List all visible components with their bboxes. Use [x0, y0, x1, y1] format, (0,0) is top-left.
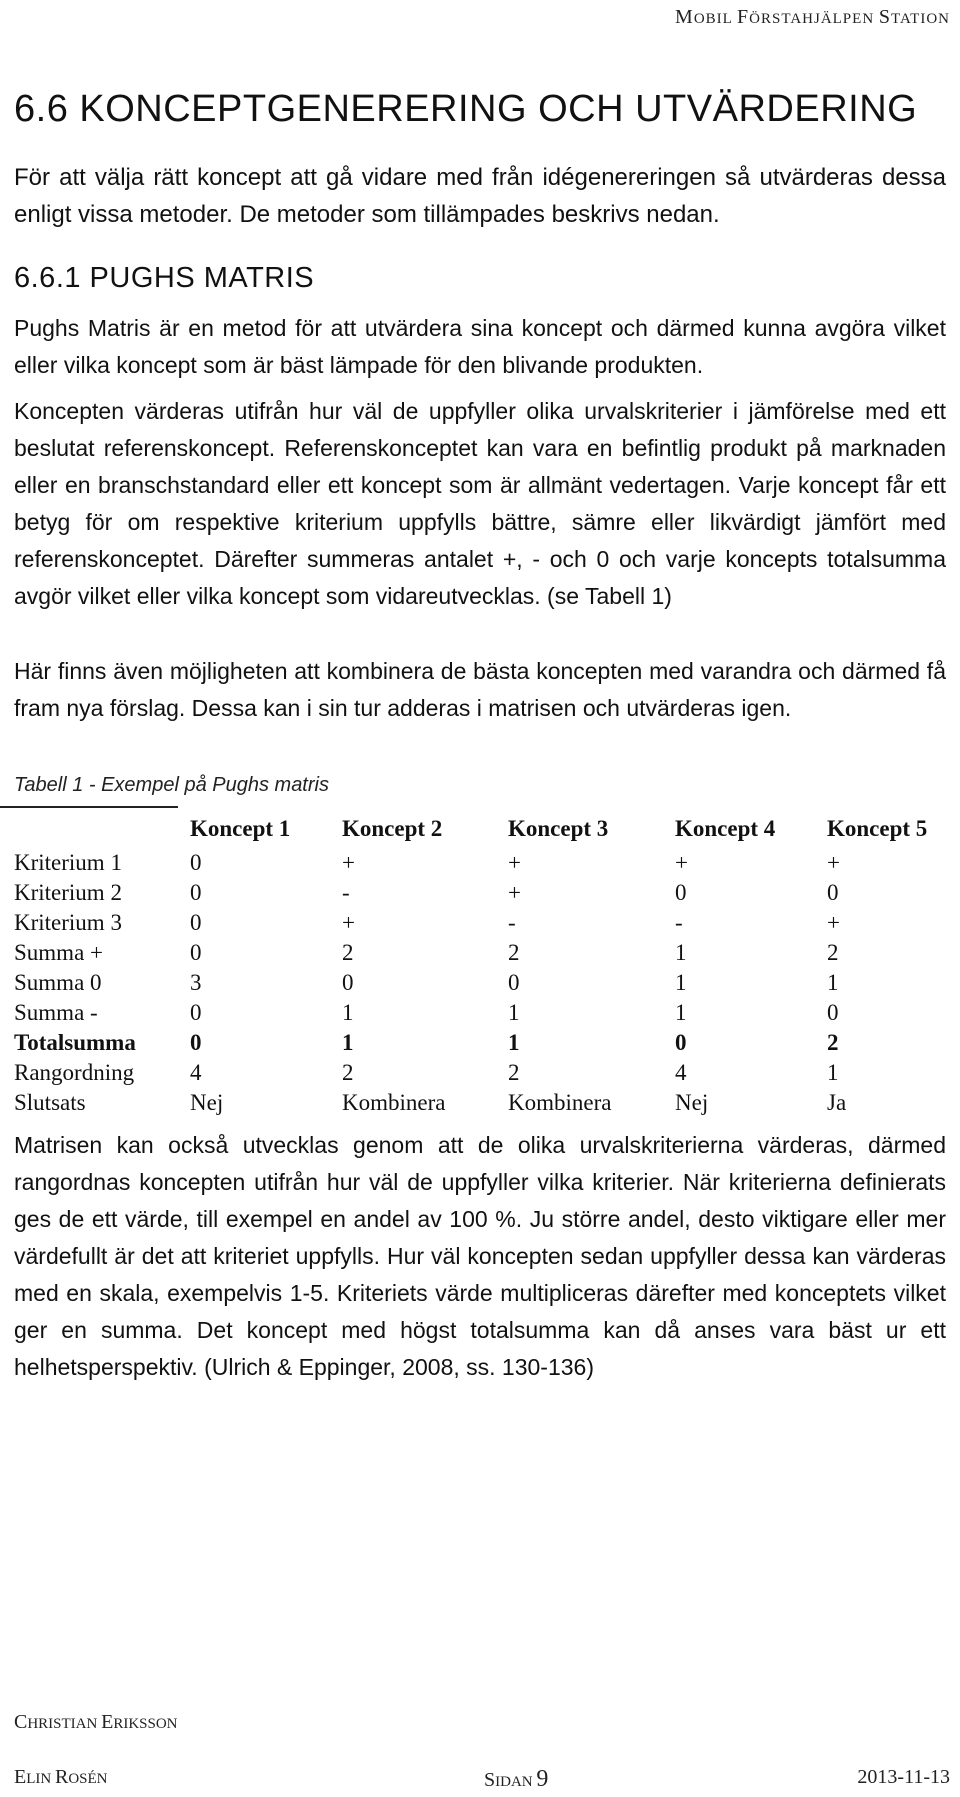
table-row: [14, 1088, 957, 1118]
table-cell: Summa +: [14, 940, 104, 965]
table-row-total: [14, 1028, 957, 1058]
table-cell: 0: [190, 940, 202, 965]
running-header: MOBIL FÖRSTAHJÄLPEN STATION: [675, 6, 950, 28]
table-cell: 1: [508, 1030, 520, 1055]
table-cell: Kriterium 2: [14, 880, 122, 905]
paragraph-pugh-combine: Här finns även möjligheten att kombinera de bästa koncepten med varandra och därmed få fram nya förslag. Dessa kan i sin tur adderas i matrisen och utvärderas igen.: [14, 658, 946, 721]
table-cell: 1: [675, 1000, 687, 1025]
table-cell: +: [827, 910, 840, 935]
table-cell: 1: [675, 970, 687, 995]
table-cell: 0: [675, 880, 687, 905]
table-header-cell: Koncept 2: [342, 816, 443, 841]
table-cell: 2: [827, 940, 839, 965]
table-row: [14, 1058, 957, 1088]
table-header-cell: Koncept 1: [190, 816, 291, 841]
table-cell: 0: [190, 850, 202, 875]
table-cell: 1: [508, 1000, 520, 1025]
table-row: [14, 998, 957, 1028]
table-row: [14, 878, 957, 908]
table-cell: Kriterium 3: [14, 910, 122, 935]
table-caption: Tabell 1 - Exempel på Pughs matris: [14, 774, 329, 796]
table-cell: 1: [342, 1000, 354, 1025]
table-cell: 0: [827, 1000, 839, 1025]
table-cell: 2: [827, 1030, 839, 1055]
table-cell: 2: [508, 940, 520, 965]
pugh-matrix-table: [14, 810, 957, 1118]
table-cell: Nej: [190, 1090, 224, 1115]
paragraph-weighted-matrix: Matrisen kan också utvecklas genom att de olika urvalskriterierna värderas, därmed rangordnas koncepten utifrån hur väl de uppfyller vilka kriterier. När kriterierna definierats ges de ett värde, till exempel en andel av 100 %. Ju större andel, desto viktigare eller mer värdefullt är det att kriteriet uppfylls. Hur väl koncepten sedan uppfyller dessa kan värderas med en skala, exempelvis 1-5. Kriteriets värde multipliceras därefter med konceptets vilket ger en summa. Det koncept med högst totalsumma kan då anses vara bäst ur ett helhetsperspektiv. (Ulrich & Eppinger, 2008, ss. 130-136): [14, 1132, 946, 1380]
table-cell: 1: [675, 940, 687, 965]
table-cell: Kriterium 1: [14, 850, 122, 875]
table-header-cell: Koncept 3: [508, 816, 609, 841]
table-cell: +: [342, 850, 355, 875]
footer-author-2: ELIN ROSÉN: [14, 1766, 108, 1788]
table-cell: -: [675, 910, 683, 935]
footer-date: 2013-11-13: [857, 1766, 950, 1788]
subsection-heading: 6.6.1 PUGHS MATRIS: [14, 262, 315, 294]
table-cell: Summa 0: [14, 970, 102, 995]
table-cell: 2: [342, 940, 354, 965]
table-cell: 2: [508, 1060, 520, 1085]
table-cell: +: [342, 910, 355, 935]
table-cell: -: [342, 880, 350, 905]
table-header-cell: Koncept 4: [675, 816, 776, 841]
table-cell: +: [827, 850, 840, 875]
intro-paragraph: För att välja rätt koncept att gå vidare med från idégenereringen så utvärderas dessa enligt vissa metoder. De metoder som tillämpades beskrivs nedan.: [14, 164, 946, 228]
table-cell: 3: [190, 970, 202, 995]
table-cell: 0: [508, 970, 520, 995]
paragraph-pugh-method: Koncepten värderas utifrån hur väl de uppfyller olika urvalskriterier i jämförelse med ett beslutat referenskoncept. Referenskonceptet kan vara en befintlig produkt på marknaden eller en branschstandard eller ett koncept som är allmänt vedertagen. Varje koncept får ett betyg för om respektive kriterium uppfylls bättre, sämre eller likvärdigt jämfört med referenskonceptet. Därefter summeras antalet +, - och 0 och varje koncepts totalsumma avgör vilket eller vilka koncept som vidareutvecklas. (se Tabell 1): [14, 398, 946, 609]
table-cell: Nej: [675, 1090, 709, 1115]
table-cell: Slutsats: [14, 1090, 86, 1115]
table-header-row: [14, 810, 957, 848]
table-cell: 1: [827, 970, 839, 995]
table-cell: 0: [827, 880, 839, 905]
table-cell: -: [508, 910, 516, 935]
table-cell: 4: [190, 1060, 202, 1085]
table-cell: Kombinera: [508, 1090, 612, 1115]
table-cell: 4: [675, 1060, 687, 1085]
table-cell: +: [508, 880, 521, 905]
table-cell: Totalsumma: [14, 1030, 136, 1055]
table-cell: 0: [190, 910, 202, 935]
paragraph-pugh-intro: Pughs Matris är en metod för att utvärdera sina koncept och därmed kunna avgöra vilket eller vilka koncept som är bäst lämpade för den blivande produkten.: [14, 315, 946, 378]
section-heading: 6.6 KONCEPTGENERERING OCH UTVÄRDERING: [14, 88, 918, 130]
table-header-cell: [14, 810, 190, 848]
table-cell: Ja: [827, 1090, 847, 1115]
table-cell: +: [508, 850, 521, 875]
table-cell: 1: [342, 1030, 354, 1055]
table-cell: 2: [342, 1060, 354, 1085]
table-cell: Summa -: [14, 1000, 98, 1025]
table-cell: +: [675, 850, 688, 875]
table-row: [14, 968, 957, 998]
table-cell: 0: [190, 880, 202, 905]
table-cell: Rangordning: [14, 1060, 135, 1085]
table-cell: 1: [827, 1060, 839, 1085]
caption-underline: [0, 806, 178, 808]
table-row: [14, 848, 957, 878]
table-cell: 0: [342, 970, 354, 995]
footer-page-number: SIDAN 9: [484, 1766, 549, 1792]
table-header-cell: Koncept 5: [827, 816, 928, 841]
table-cell: 0: [675, 1030, 687, 1055]
table-cell: 0: [190, 1000, 202, 1025]
table-row: [14, 908, 957, 938]
table-cell: Kombinera: [342, 1090, 446, 1115]
table-row: [14, 938, 957, 968]
table-cell: 0: [190, 1030, 202, 1055]
footer-author-1: CHRISTIAN ERIKSSON: [14, 1711, 178, 1733]
